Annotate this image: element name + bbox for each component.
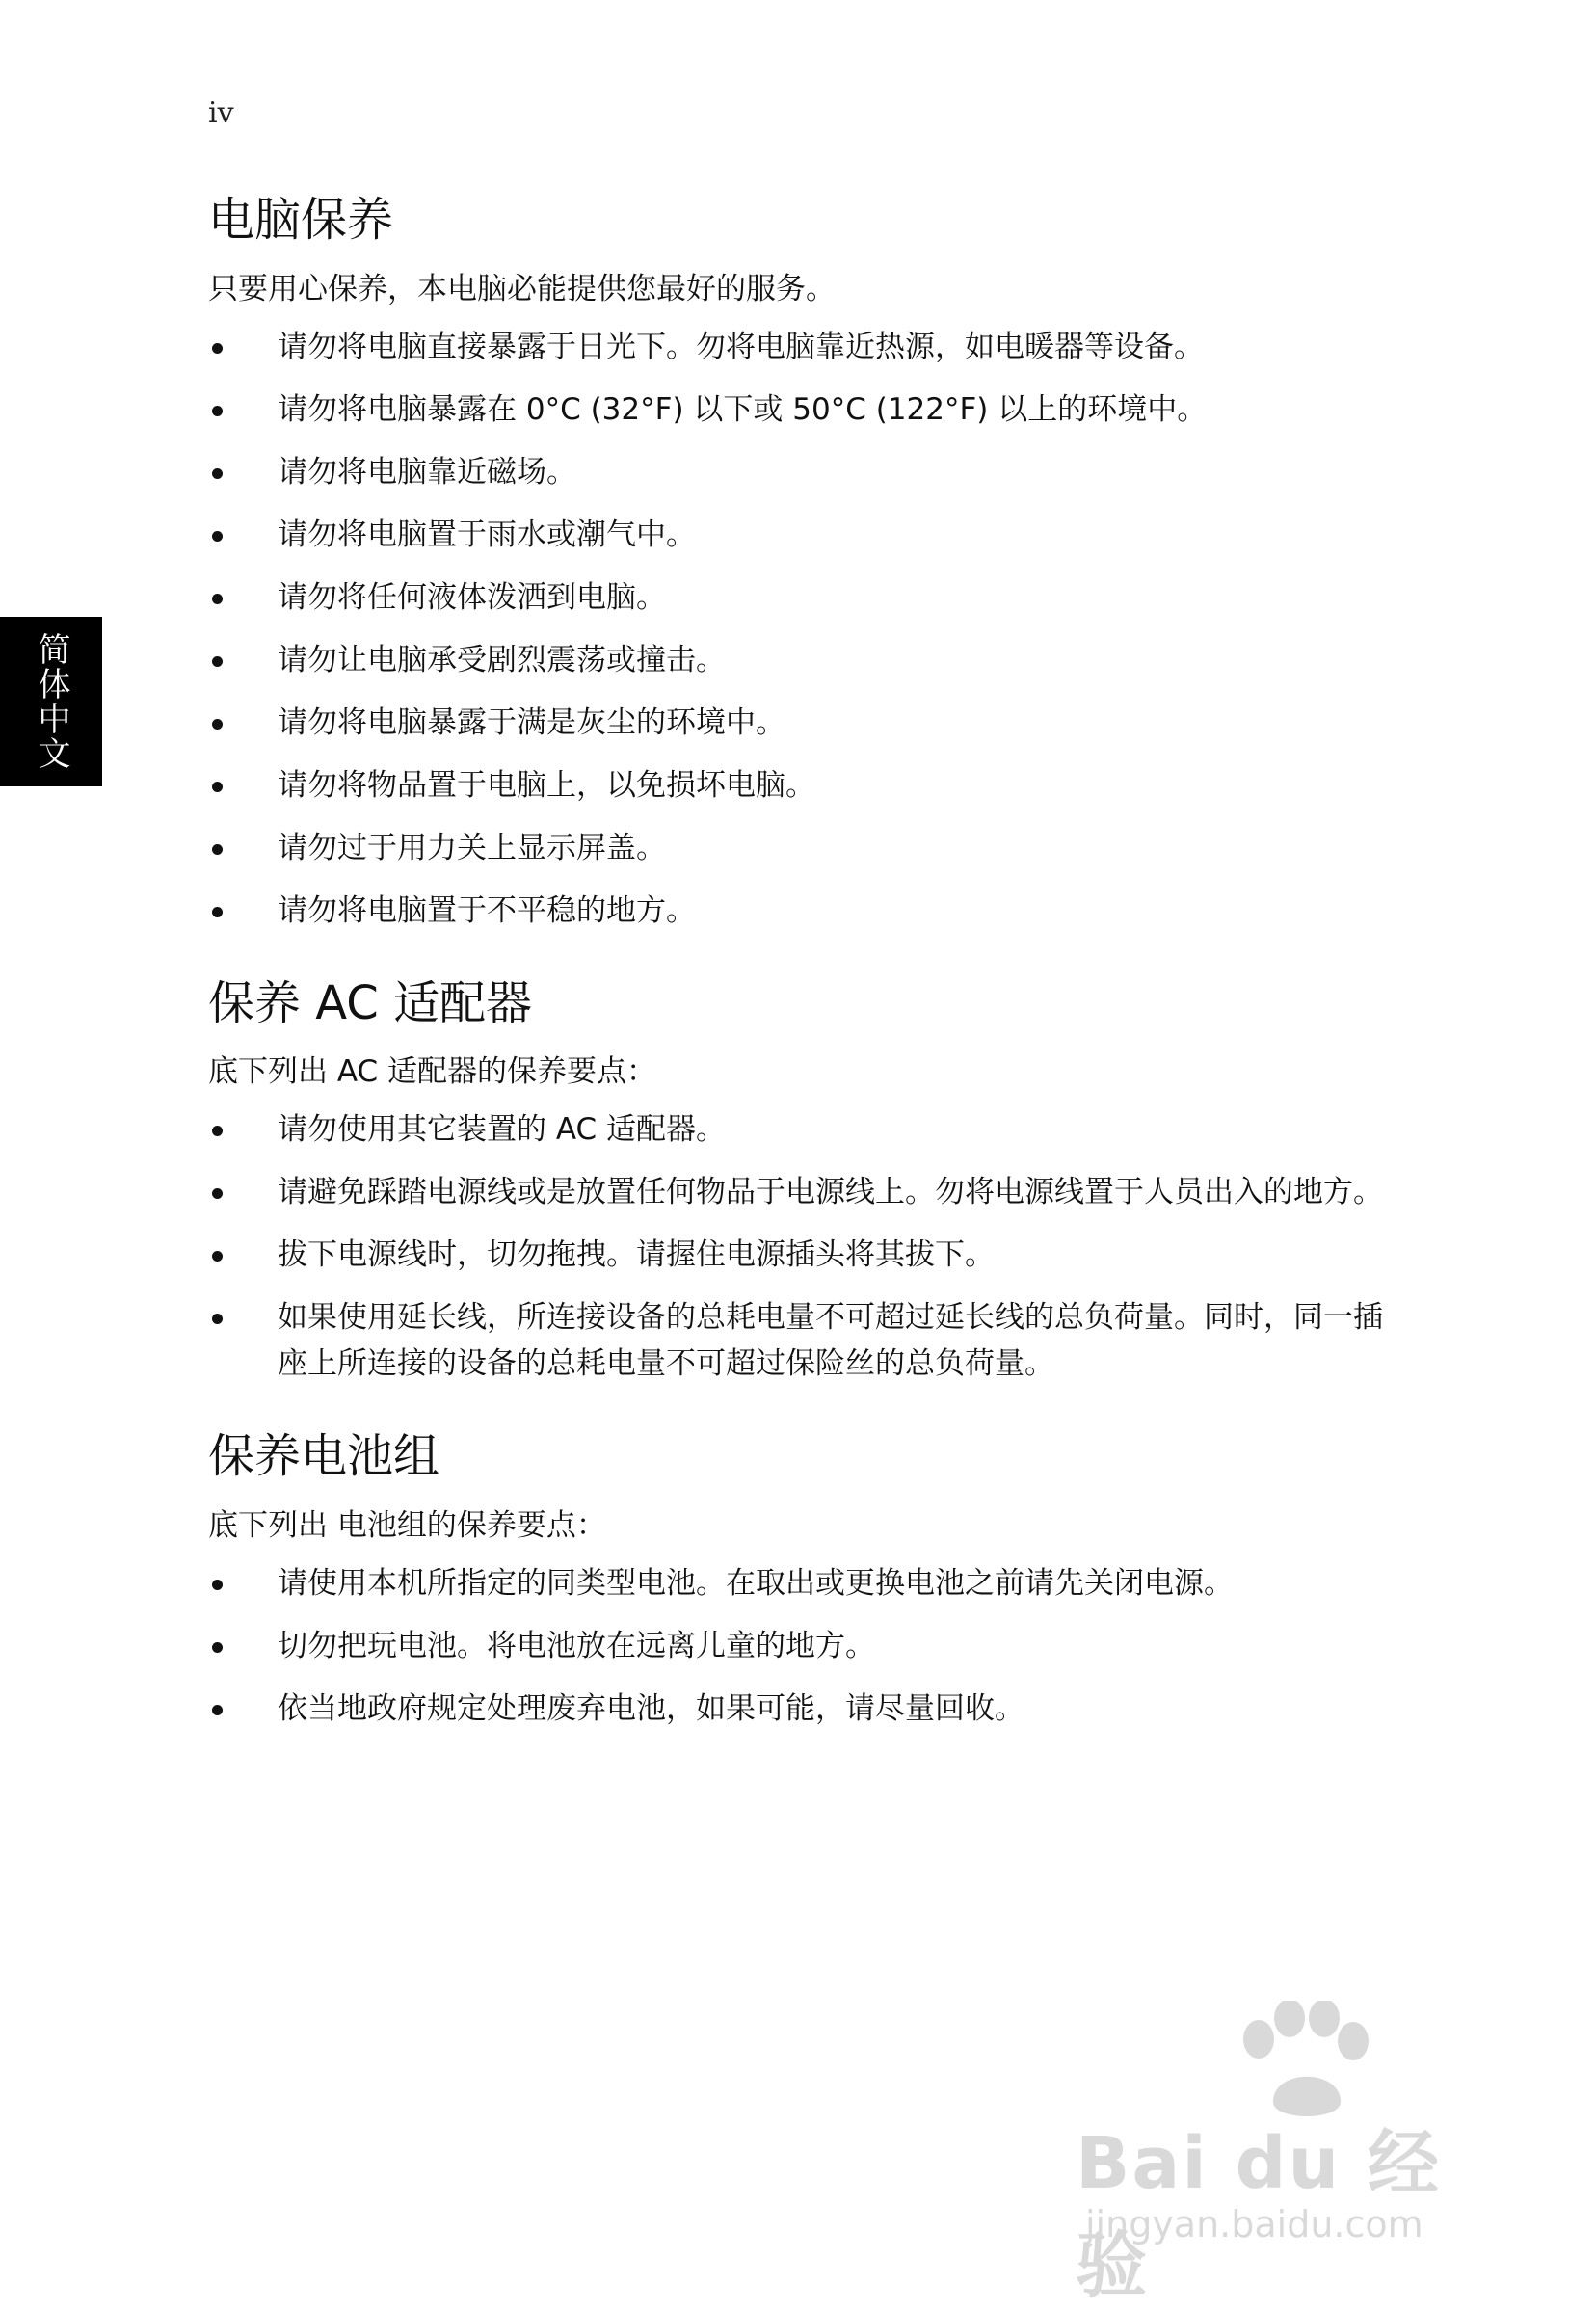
list-item xyxy=(208,1686,1403,1732)
bullet-list xyxy=(208,1106,1403,1387)
page-content xyxy=(208,193,1403,1748)
list-item xyxy=(208,1623,1403,1669)
list-item-text: 请勿将电脑直接暴露于日光下。勿将电脑靠近热源，如电暖器等设备。 xyxy=(278,329,1204,364)
bullet-icon xyxy=(212,406,223,416)
list-item xyxy=(208,762,1403,809)
list-item-text: 如果使用延长线，所连接设备的总耗电量不可超过延长线的总负荷量。同时，同一插座上所连接的设备的总耗电量不可超过保险丝的总负荷量。 xyxy=(278,1300,1383,1382)
list-item xyxy=(208,1169,1403,1215)
list-item-text: 拔下电源线时，切勿拖拽。请握住电源插头将其拔下。 xyxy=(278,1237,995,1273)
bullet-icon xyxy=(212,594,223,604)
list-item-text: 请勿让电脑承受剧烈震荡或撞击。 xyxy=(278,642,726,677)
list-item-text: 请勿将电脑暴露于满是灰尘的环境中。 xyxy=(278,704,785,740)
list-item-text: 请勿将电脑靠近磁场。 xyxy=(278,454,576,490)
list-item xyxy=(208,324,1403,370)
bullet-list xyxy=(208,324,1403,934)
bullet-list xyxy=(208,1560,1403,1732)
bullet-icon xyxy=(212,1126,223,1136)
section-ac-adapter-care xyxy=(208,976,1403,1388)
list-item-text: 请避免踩踏电源线或是放置任何物品于电源线上。勿将电源线置于人员出入的地方。 xyxy=(278,1175,1383,1210)
section-intro: 底下列出 电池组的保养要点： xyxy=(208,1507,606,1543)
list-item xyxy=(208,637,1403,683)
bullet-icon xyxy=(212,1705,223,1715)
list-item xyxy=(208,1232,1403,1278)
section-intro: 只要用心保养，本电脑必能提供您最好的服务。 xyxy=(208,271,836,306)
list-item xyxy=(208,888,1403,934)
watermark-url: jingyan.baidu.com xyxy=(1085,2203,1423,2245)
bullet-icon xyxy=(212,468,223,479)
list-item xyxy=(208,449,1403,495)
bullet-icon xyxy=(212,1580,223,1590)
bullet-icon xyxy=(212,1642,223,1653)
watermark-brand: Bai du 经验 xyxy=(1076,2122,1441,2307)
page-number: iv xyxy=(208,96,234,130)
bullet-icon xyxy=(212,531,223,542)
list-item-text: 请勿将电脑暴露在 0°C (32°F) 以下或 50°C (122°F) 以上的环境中。 xyxy=(278,391,1208,427)
list-item-text: 请勿将电脑置于不平稳的地方。 xyxy=(278,892,696,928)
language-side-tab xyxy=(0,617,102,786)
section-title: 保养 AC 适配器 xyxy=(208,975,533,1030)
bullet-icon xyxy=(212,719,223,730)
section-title: 电脑保养 xyxy=(208,193,394,247)
language-side-tab-label: 简体中文 xyxy=(32,632,70,771)
bullet-icon xyxy=(212,782,223,792)
list-item-text: 请使用本机所指定的同类型电池。在取出或更换电池之前请先关闭电源。 xyxy=(278,1565,1234,1601)
section-title: 保养电池组 xyxy=(208,1429,440,1484)
list-item xyxy=(208,1106,1403,1153)
list-item xyxy=(208,574,1403,621)
list-item xyxy=(208,825,1403,871)
bullet-icon xyxy=(212,907,223,917)
list-item xyxy=(208,386,1403,433)
bullet-icon xyxy=(212,844,223,855)
section-computer-care xyxy=(208,193,1403,934)
list-item xyxy=(208,1560,1403,1607)
list-item-text: 请勿使用其它装置的 AC 适配器。 xyxy=(278,1112,727,1148)
list-item xyxy=(208,1294,1403,1387)
list-item-text: 请勿过于用力关上显示屏盖。 xyxy=(278,830,666,865)
list-item xyxy=(208,700,1403,746)
list-item-text: 依当地政府规定处理废弃电池，如果可能，请尽量回收。 xyxy=(278,1690,1024,1726)
bullet-icon xyxy=(212,1314,223,1324)
section-battery-care xyxy=(208,1429,1403,1732)
baidu-jingyan-watermark xyxy=(1076,2001,1480,2307)
list-item-text: 请勿将电脑置于雨水或潮气中。 xyxy=(278,517,696,552)
bullet-icon xyxy=(212,1188,223,1199)
section-intro: 底下列出 AC 适配器的保养要点： xyxy=(208,1054,657,1090)
bullet-icon xyxy=(212,1251,223,1262)
list-item-text: 请勿将任何液体泼洒到电脑。 xyxy=(278,579,666,615)
bullet-icon xyxy=(212,343,223,354)
list-item xyxy=(208,512,1403,558)
list-item-text: 切勿把玩电池。将电池放在远离儿童的地方。 xyxy=(278,1628,875,1663)
list-item-text: 请勿将物品置于电脑上，以免损坏电脑。 xyxy=(278,767,815,803)
bullet-icon xyxy=(212,656,223,667)
